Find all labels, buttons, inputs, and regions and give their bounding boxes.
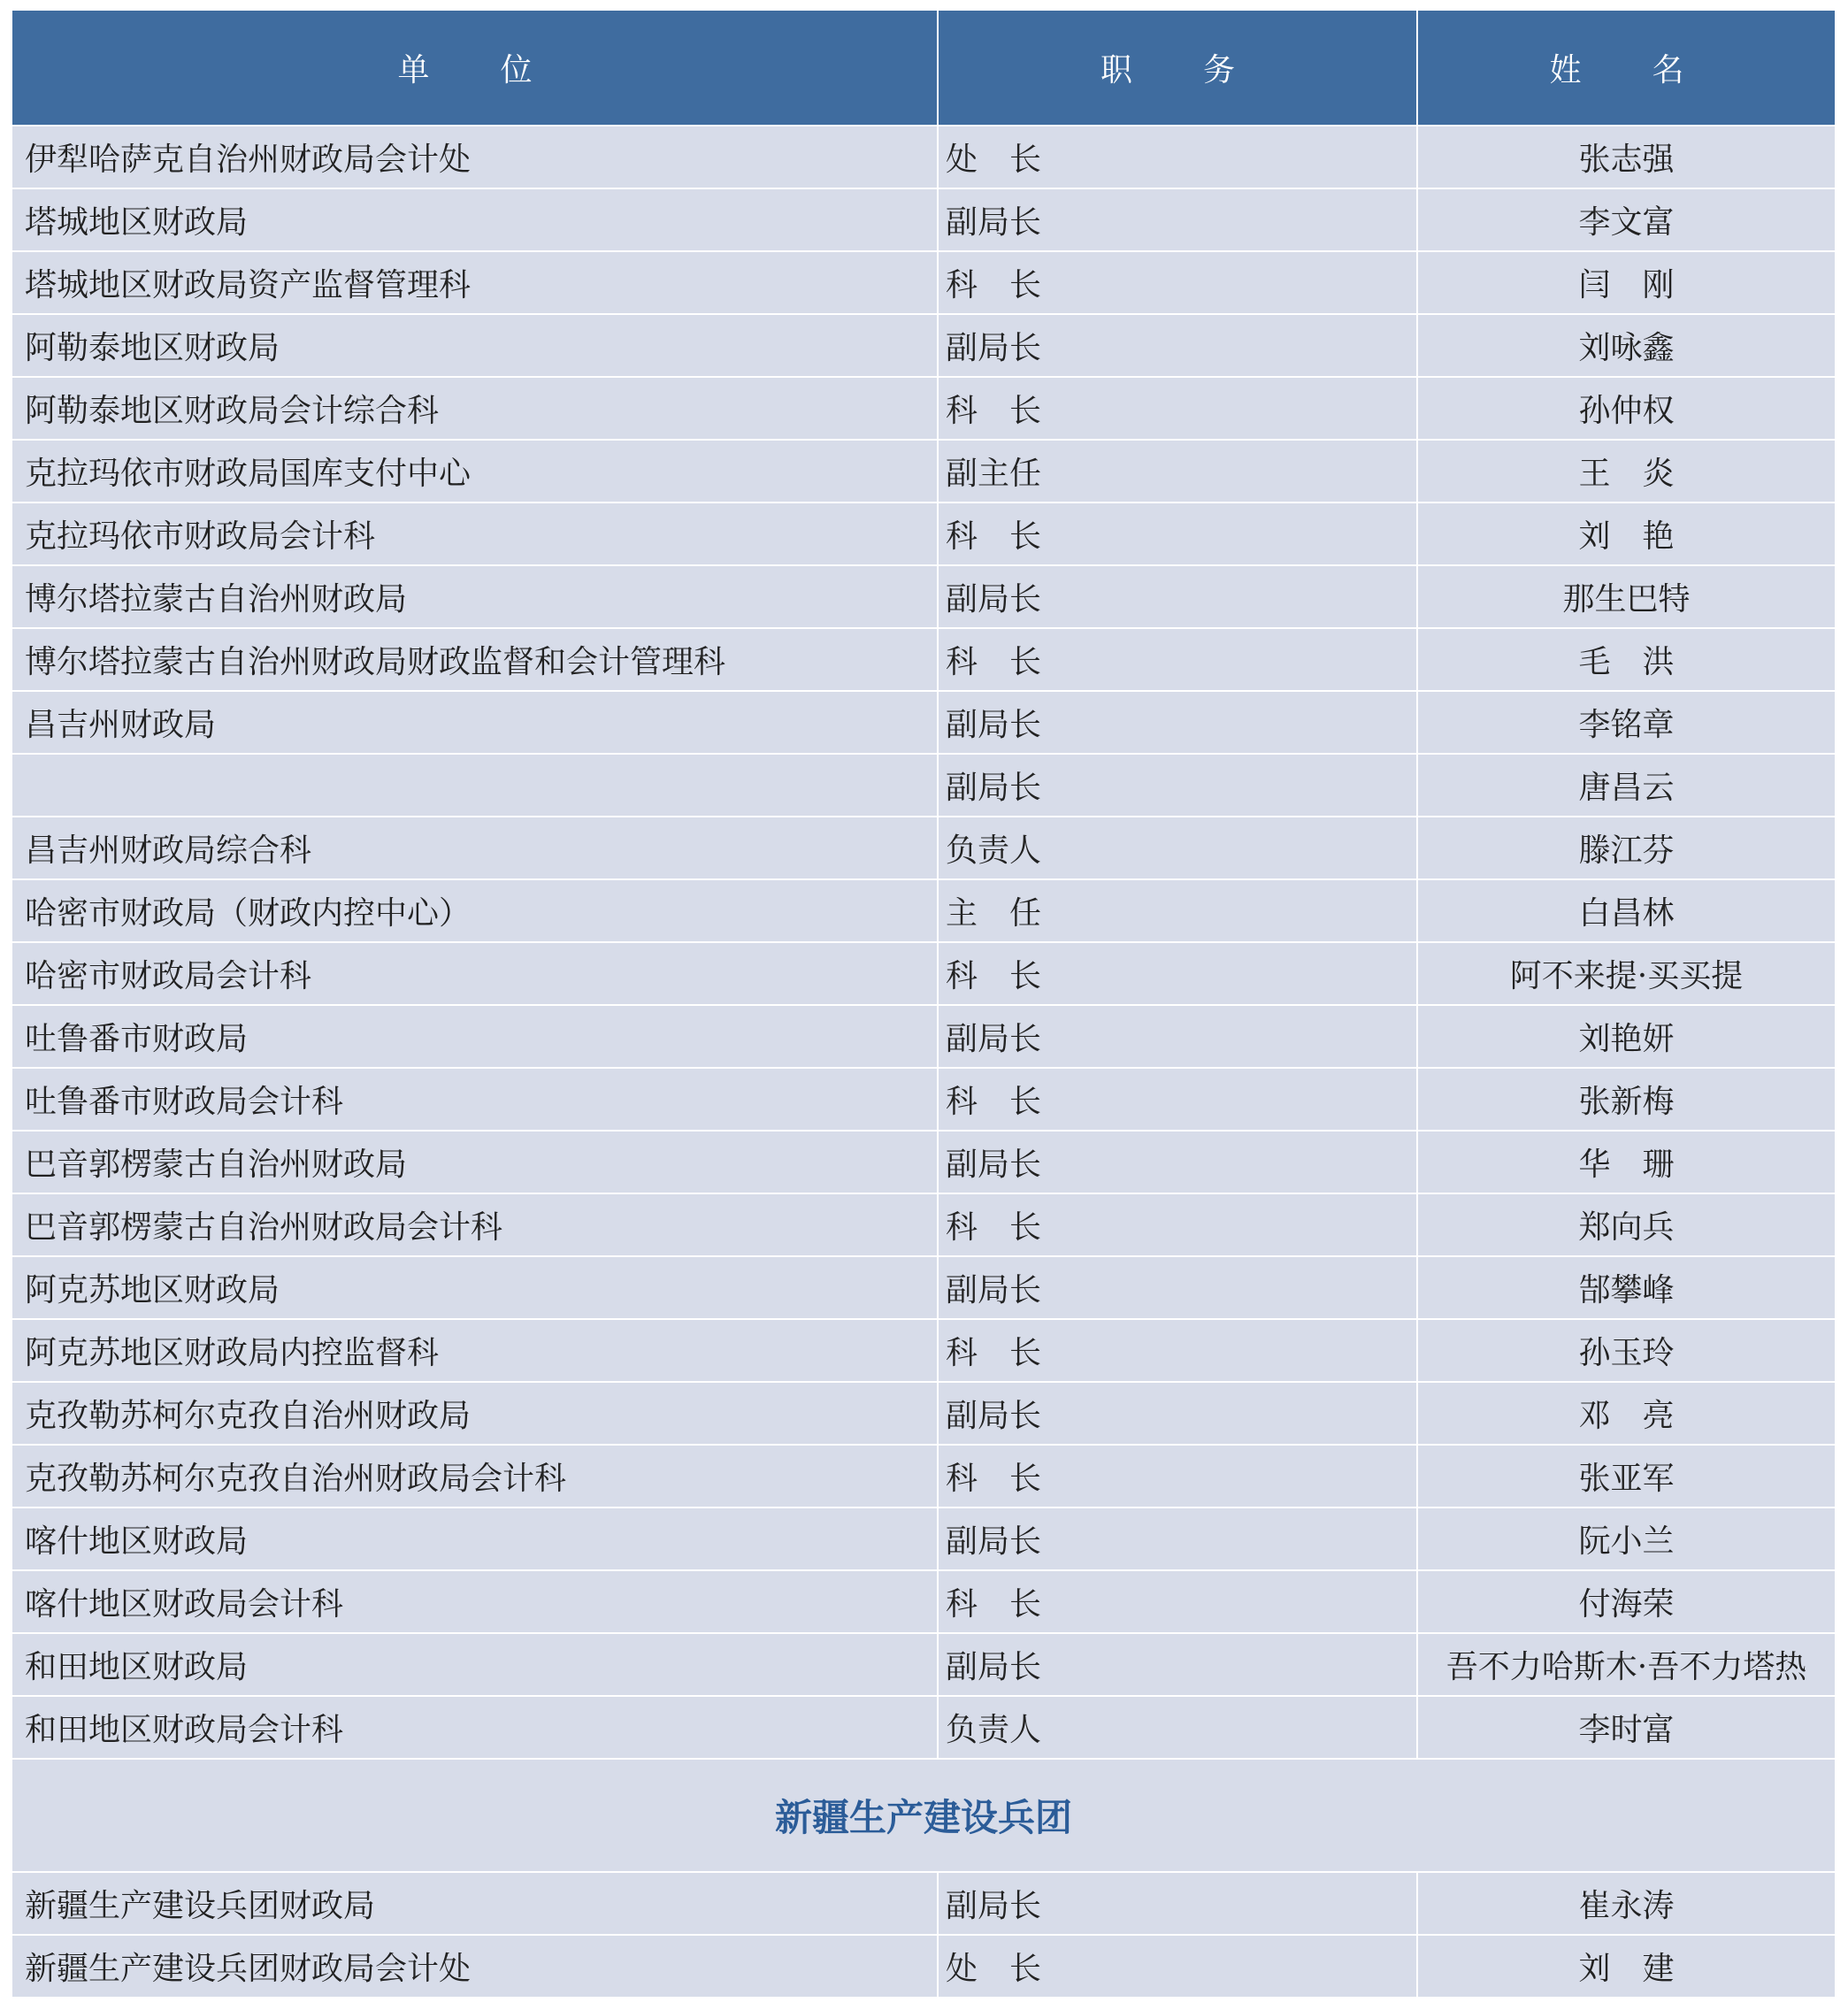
unit-cell: 克拉玛依市财政局会计科 [12,502,938,565]
unit-cell: 伊犁哈萨克自治州财政局会计处 [12,126,938,188]
name-cell: 李文富 [1417,188,1835,251]
name-cell: 付海荣 [1417,1570,1835,1633]
unit-cell: 新疆生产建设兵团财政局 [12,1872,938,1935]
unit-cell: 和田地区财政局 [12,1633,938,1696]
post-cell: 科 长 [938,1193,1417,1256]
unit-cell: 新疆生产建设兵团财政局会计处 [12,1935,938,1997]
name-cell: 刘艳妍 [1417,1005,1835,1068]
name-cell: 刘 建 [1417,1935,1835,1997]
table-row [12,1633,1835,1696]
post-cell: 科 长 [938,942,1417,1005]
header-post: 职 务 [938,11,1417,126]
table-row [12,1570,1835,1633]
table-row [12,1445,1835,1508]
post-cell: 处 长 [938,1935,1417,1997]
post-cell: 负责人 [938,817,1417,879]
table-row [12,377,1835,440]
name-cell: 郑向兵 [1417,1193,1835,1256]
table-row [12,1005,1835,1068]
unit-cell: 克孜勒苏柯尔克孜自治州财政局会计科 [12,1445,938,1508]
name-cell: 张志强 [1417,126,1835,188]
post-cell: 副局长 [938,1508,1417,1570]
unit-cell: 阿克苏地区财政局内控监督科 [12,1319,938,1382]
post-cell: 副局长 [938,1256,1417,1319]
name-cell: 那生巴特 [1417,565,1835,628]
post-cell: 科 长 [938,1570,1417,1633]
table-body [12,126,1835,1997]
name-cell: 滕江芬 [1417,817,1835,879]
table-row [12,440,1835,502]
table-row [12,502,1835,565]
post-cell: 副局长 [938,1005,1417,1068]
table-row [12,1193,1835,1256]
unit-cell: 吐鲁番市财政局会计科 [12,1068,938,1131]
table-row [12,1508,1835,1570]
unit-cell: 巴音郭楞蒙古自治州财政局 [12,1131,938,1193]
table-header-row [12,11,1835,126]
personnel-table [12,11,1835,1997]
table-row [12,942,1835,1005]
table-row [12,314,1835,377]
name-cell: 刘咏鑫 [1417,314,1835,377]
table-row [12,1256,1835,1319]
unit-cell: 阿勒泰地区财政局会计综合科 [12,377,938,440]
unit-cell: 塔城地区财政局资产监督管理科 [12,251,938,314]
unit-cell: 博尔塔拉蒙古自治州财政局 [12,565,938,628]
post-cell: 副主任 [938,440,1417,502]
table-row [12,1696,1835,1759]
post-cell: 副局长 [938,1872,1417,1935]
table-row [12,1382,1835,1445]
post-cell: 负责人 [938,1696,1417,1759]
unit-cell: 吐鲁番市财政局 [12,1005,938,1068]
post-cell: 副局长 [938,188,1417,251]
table-row [12,691,1835,754]
personnel-table-container [12,11,1835,1997]
section-title: 新疆生产建设兵团 [12,1759,1835,1872]
post-cell: 科 长 [938,1445,1417,1508]
section-header-row [12,1759,1835,1872]
post-cell: 科 长 [938,251,1417,314]
name-cell: 李铭章 [1417,691,1835,754]
name-cell: 李时富 [1417,1696,1835,1759]
name-cell: 华 珊 [1417,1131,1835,1193]
post-cell: 副局长 [938,1382,1417,1445]
name-cell: 刘 艳 [1417,502,1835,565]
post-cell: 科 长 [938,628,1417,691]
post-cell: 副局长 [938,314,1417,377]
table-row [12,1068,1835,1131]
unit-cell: 巴音郭楞蒙古自治州财政局会计科 [12,1193,938,1256]
unit-cell: 克拉玛依市财政局国库支付中心 [12,440,938,502]
name-cell: 白昌林 [1417,879,1835,942]
unit-cell: 喀什地区财政局 [12,1508,938,1570]
table-row [12,188,1835,251]
name-cell: 唐昌云 [1417,754,1835,817]
unit-cell: 阿勒泰地区财政局 [12,314,938,377]
table-row [12,817,1835,879]
name-cell: 邓 亮 [1417,1382,1835,1445]
table-row [12,126,1835,188]
post-cell: 科 长 [938,377,1417,440]
post-cell: 副局长 [938,565,1417,628]
name-cell: 阮小兰 [1417,1508,1835,1570]
post-cell: 主 任 [938,879,1417,942]
unit-cell: 哈密市财政局（财政内控中心） [12,879,938,942]
unit-cell: 喀什地区财政局会计科 [12,1570,938,1633]
unit-cell: 阿克苏地区财政局 [12,1256,938,1319]
post-cell: 副局长 [938,1131,1417,1193]
name-cell: 阿不来提·买买提 [1417,942,1835,1005]
table-row [12,628,1835,691]
name-cell: 毛 洪 [1417,628,1835,691]
post-cell: 科 长 [938,502,1417,565]
post-cell: 科 长 [938,1319,1417,1382]
name-cell: 孙仲权 [1417,377,1835,440]
name-cell: 郜攀峰 [1417,1256,1835,1319]
table-row [12,1935,1835,1997]
unit-cell: 博尔塔拉蒙古自治州财政局财政监督和会计管理科 [12,628,938,691]
post-cell: 副局长 [938,691,1417,754]
post-cell: 处 长 [938,126,1417,188]
name-cell: 崔永涛 [1417,1872,1835,1935]
unit-cell: 哈密市财政局会计科 [12,942,938,1005]
name-cell: 张新梅 [1417,1068,1835,1131]
unit-cell: 塔城地区财政局 [12,188,938,251]
table-row [12,251,1835,314]
table-row [12,754,1835,817]
name-cell: 王 炎 [1417,440,1835,502]
name-cell: 张亚军 [1417,1445,1835,1508]
header-name: 姓 名 [1417,11,1835,126]
name-cell: 孙玉玲 [1417,1319,1835,1382]
table-row [12,1319,1835,1382]
name-cell: 闫 刚 [1417,251,1835,314]
table-row [12,1131,1835,1193]
header-unit: 单 位 [12,11,938,126]
table-row [12,565,1835,628]
unit-cell: 和田地区财政局会计科 [12,1696,938,1759]
table-row [12,1872,1835,1935]
post-cell: 副局长 [938,1633,1417,1696]
post-cell: 副局长 [938,754,1417,817]
unit-cell: 昌吉州财政局 [12,691,938,754]
unit-cell: 昌吉州财政局综合科 [12,817,938,879]
unit-cell: 克孜勒苏柯尔克孜自治州财政局 [12,1382,938,1445]
unit-cell [12,754,938,817]
post-cell: 科 长 [938,1068,1417,1131]
name-cell: 吾不力哈斯木·吾不力塔热 [1417,1633,1835,1696]
table-row [12,879,1835,942]
